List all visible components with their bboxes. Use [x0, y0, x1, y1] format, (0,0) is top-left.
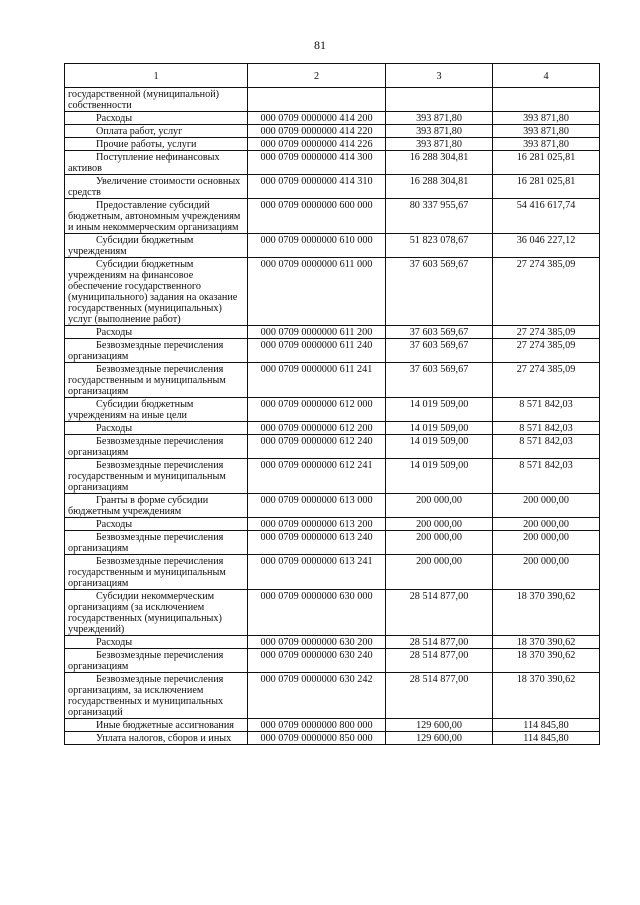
row-name: Субсидии бюджетным учреждениям — [68, 235, 194, 257]
row-name: Иные бюджетные ассигнования — [96, 720, 234, 731]
row-name: Субсидии бюджетным учреждениям на иные цели — [68, 399, 194, 421]
row-name: Безвозмездные перечисления организациям — [68, 436, 224, 458]
row-code: 000 0709 0000000 613 240 — [248, 531, 386, 555]
table-row — [65, 339, 600, 363]
row-code: 000 0709 0000000 414 300 — [248, 151, 386, 175]
row-name: Поступление нефинансовых активов — [68, 152, 220, 174]
row-value-col3: 393 871,80 — [386, 112, 493, 125]
row-code: 000 0709 0000000 612 200 — [248, 422, 386, 435]
row-value-col4 — [493, 88, 600, 112]
table-row — [65, 363, 600, 398]
row-name: Субсидии некоммерческим организациям (за исключением государственных (муниципальных) учреждений) — [68, 591, 222, 635]
header-cell-1: 1 — [65, 64, 248, 88]
row-value-col3: 129 600,00 — [386, 719, 493, 732]
row-code: 000 0709 0000000 630 000 — [248, 590, 386, 636]
table-row — [65, 112, 600, 125]
row-name: Расходы — [96, 423, 133, 434]
table-row — [65, 199, 600, 234]
row-name-cell — [65, 234, 248, 258]
table-row — [65, 649, 600, 673]
table-row — [65, 555, 600, 590]
table-row — [65, 326, 600, 339]
row-name-cell — [65, 732, 248, 745]
row-name-cell — [65, 649, 248, 673]
row-value-col3: 14 019 509,00 — [386, 398, 493, 422]
table-row — [65, 88, 600, 112]
row-code: 000 0709 0000000 414 226 — [248, 138, 386, 151]
row-value-col3: 393 871,80 — [386, 138, 493, 151]
table-row — [65, 636, 600, 649]
row-value-col4: 27 274 385,09 — [493, 363, 600, 398]
row-code: 000 0709 0000000 414 220 — [248, 125, 386, 138]
row-name-cell — [65, 125, 248, 138]
row-code: 000 0709 0000000 611 200 — [248, 326, 386, 339]
row-code: 000 0709 0000000 613 200 — [248, 518, 386, 531]
row-name-cell — [65, 138, 248, 151]
row-name-cell — [65, 363, 248, 398]
row-name-cell — [65, 326, 248, 339]
row-value-col3: 37 603 569,67 — [386, 363, 493, 398]
row-name: Предоставление субсидий бюджетным, автономным учреждениям и иным некоммерческим организациям — [68, 200, 241, 233]
row-value-col3: 28 514 877,00 — [386, 636, 493, 649]
header-cell-4: 4 — [493, 64, 600, 88]
row-name: Безвозмездные перечисления государственным и муниципальным организациям — [68, 364, 226, 397]
row-value-col3: 28 514 877,00 — [386, 673, 493, 719]
row-value-col4: 18 370 390,62 — [493, 649, 600, 673]
row-code: 000 0709 0000000 600 000 — [248, 199, 386, 234]
row-name-cell — [65, 339, 248, 363]
row-code: 000 0709 0000000 613 000 — [248, 494, 386, 518]
row-code: 000 0709 0000000 611 240 — [248, 339, 386, 363]
row-value-col4: 8 571 842,03 — [493, 435, 600, 459]
row-value-col3: 200 000,00 — [386, 531, 493, 555]
row-value-col3: 37 603 569,67 — [386, 326, 493, 339]
header-cell-3: 3 — [386, 64, 493, 88]
row-value-col4: 8 571 842,03 — [493, 422, 600, 435]
row-name-cell — [65, 199, 248, 234]
row-name: Оплата работ, услуг — [96, 126, 183, 137]
row-value-col3: 16 288 304,81 — [386, 175, 493, 199]
row-value-col4: 18 370 390,62 — [493, 673, 600, 719]
row-name: Расходы — [96, 637, 133, 648]
row-name: Расходы — [96, 519, 133, 530]
row-value-col3: 129 600,00 — [386, 732, 493, 745]
row-value-col3: 16 288 304,81 — [386, 151, 493, 175]
row-name-cell — [65, 112, 248, 125]
row-value-col4: 18 370 390,62 — [493, 636, 600, 649]
row-name: государственной (муниципальной) собственности — [68, 89, 220, 111]
row-name-cell — [65, 719, 248, 732]
row-name: Уплата налогов, сборов и иных — [96, 733, 232, 744]
row-code: 000 0709 0000000 613 241 — [248, 555, 386, 590]
row-name: Безвозмездные перечисления государственным и муниципальным организациям — [68, 556, 226, 589]
row-value-col3: 80 337 955,67 — [386, 199, 493, 234]
row-code: 000 0709 0000000 612 240 — [248, 435, 386, 459]
row-code: 000 0709 0000000 612 241 — [248, 459, 386, 494]
row-value-col4: 16 281 025,81 — [493, 175, 600, 199]
row-value-col4: 114 845,80 — [493, 732, 600, 745]
row-value-col4: 18 370 390,62 — [493, 590, 600, 636]
row-value-col4: 393 871,80 — [493, 125, 600, 138]
row-name: Безвозмездные перечисления организациям — [68, 532, 224, 554]
row-value-col4: 8 571 842,03 — [493, 398, 600, 422]
row-name: Расходы — [96, 113, 133, 124]
row-name-cell — [65, 673, 248, 719]
row-name: Расходы — [96, 327, 133, 338]
header-row — [65, 64, 600, 88]
row-value-col4: 200 000,00 — [493, 494, 600, 518]
row-name-cell — [65, 422, 248, 435]
row-name-cell — [65, 88, 248, 112]
table-row — [65, 138, 600, 151]
row-value-col3: 393 871,80 — [386, 125, 493, 138]
row-value-col4: 54 416 617,74 — [493, 199, 600, 234]
row-name-cell — [65, 636, 248, 649]
table-row — [65, 258, 600, 326]
row-name-cell — [65, 555, 248, 590]
row-value-col3: 200 000,00 — [386, 494, 493, 518]
row-code: 000 0709 0000000 610 000 — [248, 234, 386, 258]
table-row — [65, 151, 600, 175]
row-code: 000 0709 0000000 611 000 — [248, 258, 386, 326]
row-name-cell — [65, 590, 248, 636]
row-value-col3: 200 000,00 — [386, 555, 493, 590]
table-row — [65, 422, 600, 435]
row-name-cell — [65, 151, 248, 175]
row-value-col4: 16 281 025,81 — [493, 151, 600, 175]
row-value-col4: 393 871,80 — [493, 138, 600, 151]
row-code: 000 0709 0000000 850 000 — [248, 732, 386, 745]
row-value-col4: 27 274 385,09 — [493, 326, 600, 339]
row-code: 000 0709 0000000 612 000 — [248, 398, 386, 422]
table-row — [65, 459, 600, 494]
table-row — [65, 435, 600, 459]
row-name-cell — [65, 531, 248, 555]
table-row — [65, 732, 600, 745]
row-value-col4: 200 000,00 — [493, 555, 600, 590]
row-name-cell — [65, 435, 248, 459]
header-cell-2: 2 — [248, 64, 386, 88]
page-number: 81 — [314, 38, 326, 52]
table-row — [65, 175, 600, 199]
row-name-cell — [65, 258, 248, 326]
table-row — [65, 719, 600, 732]
row-name: Увеличение стоимости основных средств — [68, 176, 241, 198]
row-value-col3: 28 514 877,00 — [386, 649, 493, 673]
row-value-col4: 200 000,00 — [493, 531, 600, 555]
row-code: 000 0709 0000000 611 241 — [248, 363, 386, 398]
row-value-col3: 28 514 877,00 — [386, 590, 493, 636]
row-value-col4: 27 274 385,09 — [493, 258, 600, 326]
row-name: Безвозмездные перечисления государственным и муниципальным организациям — [68, 460, 226, 493]
row-code — [248, 88, 386, 112]
row-name-cell — [65, 494, 248, 518]
row-value-col4: 27 274 385,09 — [493, 339, 600, 363]
row-value-col3: 14 019 509,00 — [386, 422, 493, 435]
row-name: Безвозмездные перечисления организациям, за исключением государственных и муниципальных организаций — [68, 674, 224, 718]
row-value-col3: 14 019 509,00 — [386, 459, 493, 494]
row-code: 000 0709 0000000 630 240 — [248, 649, 386, 673]
row-code: 000 0709 0000000 414 310 — [248, 175, 386, 199]
row-name: Прочие работы, услуги — [96, 139, 197, 150]
row-value-col3: 37 603 569,67 — [386, 339, 493, 363]
row-name-cell — [65, 459, 248, 494]
table-row — [65, 398, 600, 422]
row-name: Безвозмездные перечисления организациям — [68, 650, 224, 672]
row-code: 000 0709 0000000 800 000 — [248, 719, 386, 732]
row-value-col4: 36 046 227,12 — [493, 234, 600, 258]
table-body — [65, 88, 600, 745]
row-code: 000 0709 0000000 414 200 — [248, 112, 386, 125]
row-value-col3: 200 000,00 — [386, 518, 493, 531]
table-row — [65, 125, 600, 138]
table-row — [65, 494, 600, 518]
row-value-col4: 393 871,80 — [493, 112, 600, 125]
table-row — [65, 673, 600, 719]
table-row — [65, 590, 600, 636]
row-code: 000 0709 0000000 630 200 — [248, 636, 386, 649]
row-name-cell — [65, 518, 248, 531]
row-value-col4: 8 571 842,03 — [493, 459, 600, 494]
row-value-col4: 200 000,00 — [493, 518, 600, 531]
row-value-col3: 51 823 078,67 — [386, 234, 493, 258]
row-name: Безвозмездные перечисления организациям — [68, 340, 224, 362]
row-name: Субсидии бюджетным учреждениям на финансовое обеспечение государственного (муниципального) задания на оказание государственных (муниципальных) услуг (выполнение работ) — [68, 259, 238, 325]
row-value-col3: 37 603 569,67 — [386, 258, 493, 326]
row-name-cell — [65, 398, 248, 422]
table-row — [65, 234, 600, 258]
row-value-col3: 14 019 509,00 — [386, 435, 493, 459]
row-name: Гранты в форме субсидии бюджетным учреждениям — [68, 495, 209, 517]
row-code: 000 0709 0000000 630 242 — [248, 673, 386, 719]
table-row — [65, 531, 600, 555]
table-row — [65, 518, 600, 531]
row-value-col4: 114 845,80 — [493, 719, 600, 732]
row-name-cell — [65, 175, 248, 199]
row-value-col3 — [386, 88, 493, 112]
budget-table — [64, 63, 600, 745]
